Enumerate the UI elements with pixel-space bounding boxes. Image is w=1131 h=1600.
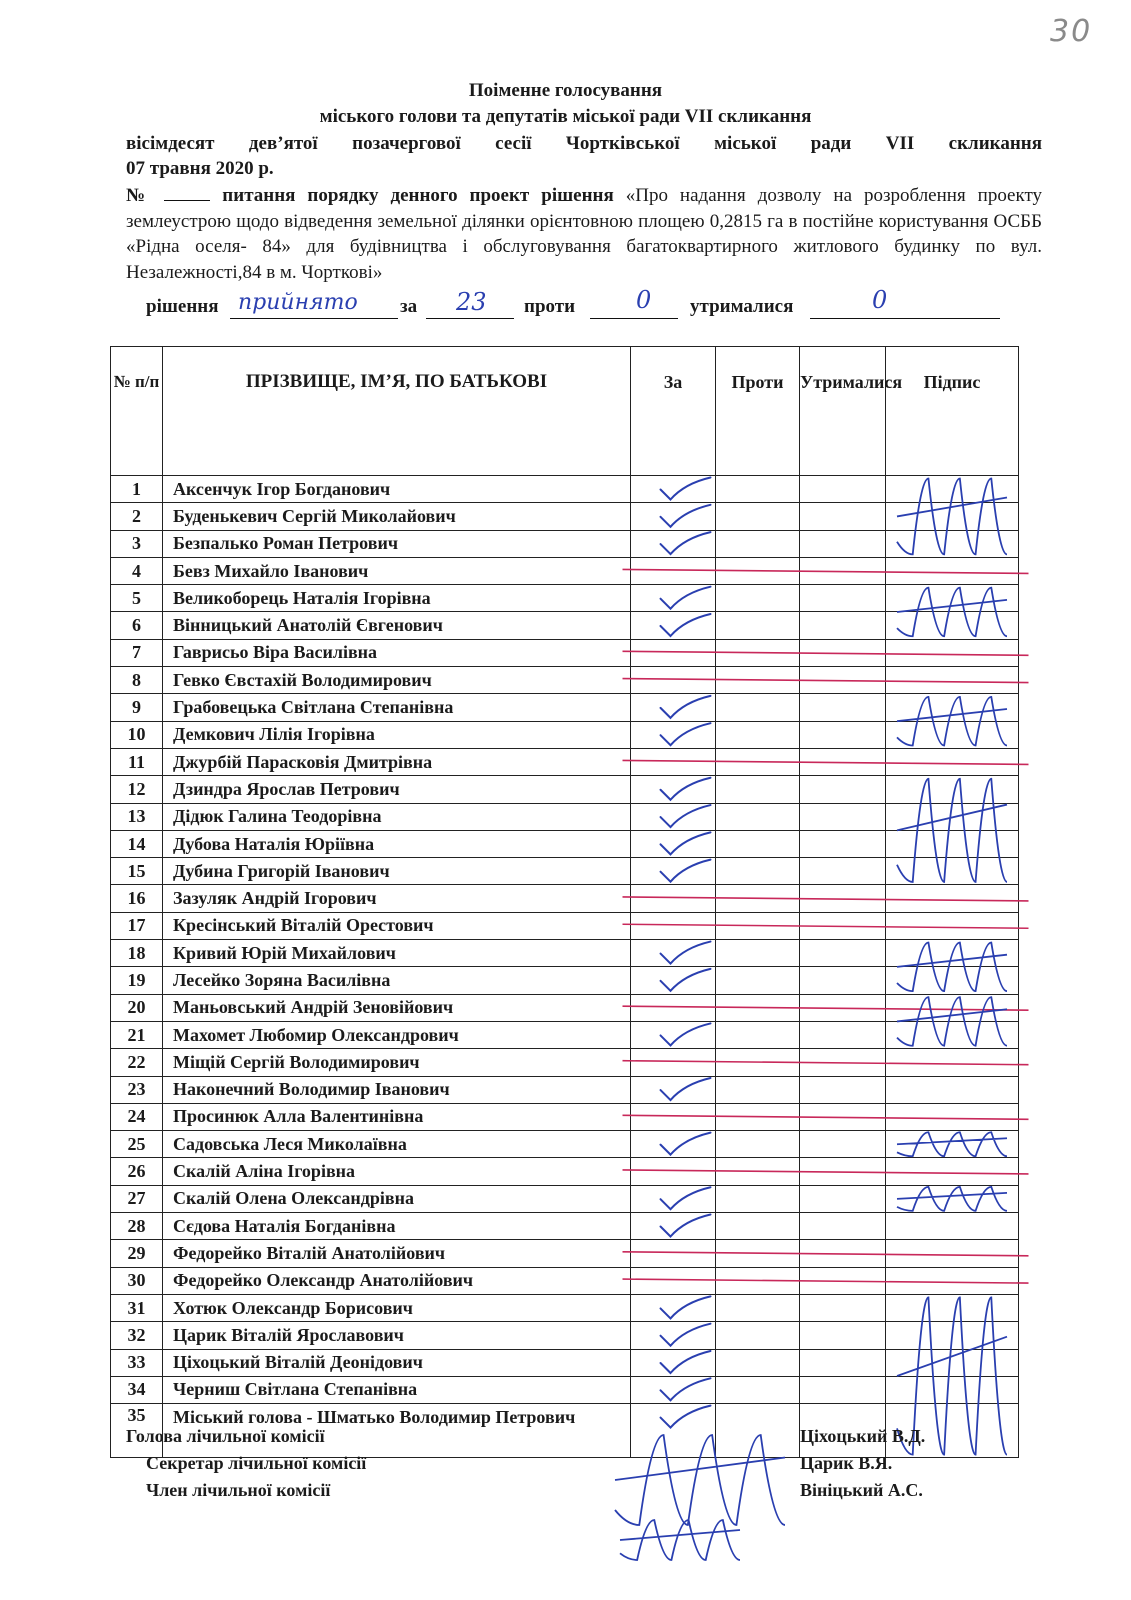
deputy-name: Хотюк Олександр Борисович bbox=[163, 1294, 631, 1321]
deputy-name: Дідюк Галина Теодорівна bbox=[163, 803, 631, 830]
vote-against-cell bbox=[716, 776, 800, 803]
deputy-name: Махомет Любомир Олександрович bbox=[163, 1021, 631, 1048]
row-number: 20 bbox=[111, 994, 163, 1021]
table-row bbox=[111, 858, 1019, 885]
vote-abstain-cell bbox=[800, 803, 886, 830]
abstain-blank bbox=[810, 318, 1000, 319]
table-row bbox=[111, 557, 1019, 584]
signature-cell bbox=[886, 1294, 1019, 1321]
vote-abstain-cell bbox=[800, 994, 886, 1021]
vote-abstain-cell bbox=[800, 1349, 886, 1376]
deputy-name: Садовська Леся Миколаївна bbox=[163, 1131, 631, 1158]
signature-cell bbox=[886, 1185, 1019, 1212]
vote-abstain-cell bbox=[800, 912, 886, 939]
vote-abstain-cell bbox=[800, 1322, 886, 1349]
signature-cell bbox=[886, 694, 1019, 721]
table-row bbox=[111, 940, 1019, 967]
decision-label: рішення bbox=[146, 296, 219, 317]
signature-cell bbox=[886, 830, 1019, 857]
table-row bbox=[111, 1294, 1019, 1321]
signature-cell bbox=[886, 776, 1019, 803]
vote-for-cell bbox=[631, 1158, 716, 1185]
deputy-name: Вінницький Анатолій Євгенович bbox=[163, 612, 631, 639]
vote-for-cell bbox=[631, 1322, 716, 1349]
vote-abstain-cell bbox=[800, 476, 886, 503]
row-number: 23 bbox=[111, 1076, 163, 1103]
row-number: 8 bbox=[111, 667, 163, 694]
table-row bbox=[111, 1103, 1019, 1130]
table-row bbox=[111, 476, 1019, 503]
vote-for-cell bbox=[631, 503, 716, 530]
signature-cell bbox=[886, 1376, 1019, 1403]
vote-against-cell bbox=[716, 1103, 800, 1130]
document-title: Поіменне голосування bbox=[468, 80, 663, 101]
against-count: 0 bbox=[636, 286, 652, 314]
vote-abstain-cell bbox=[800, 748, 886, 775]
table-row bbox=[111, 530, 1019, 557]
table-row bbox=[111, 830, 1019, 857]
signature-cell bbox=[886, 912, 1019, 939]
deputy-name: Буденькевич Сергій Миколайович bbox=[163, 503, 631, 530]
vote-for-cell bbox=[631, 1267, 716, 1294]
deputy-name: Безпалько Роман Петрович bbox=[163, 530, 631, 557]
vote-abstain-cell bbox=[800, 1294, 886, 1321]
vote-against-cell bbox=[716, 476, 800, 503]
vote-for-cell bbox=[631, 530, 716, 557]
vote-against-cell bbox=[716, 1158, 800, 1185]
table-row bbox=[111, 1240, 1019, 1267]
deputy-name: Грабовецька Світлана Степанівна bbox=[163, 694, 631, 721]
vote-for-cell bbox=[631, 1349, 716, 1376]
table-header-row bbox=[111, 347, 1019, 476]
vote-against-cell bbox=[716, 885, 800, 912]
deputy-name: Дубина Григорій Іванович bbox=[163, 858, 631, 885]
session-line: вісімдесят дев’ятої позачергової сесії Чортківської міської ради VII скликання bbox=[126, 133, 1042, 154]
row-number: 1 bbox=[111, 476, 163, 503]
signature-cell bbox=[886, 1240, 1019, 1267]
vote-for-cell bbox=[631, 1049, 716, 1076]
table-row bbox=[111, 994, 1019, 1021]
session-date: 07 травня 2020 р. bbox=[126, 158, 274, 179]
signature-cell bbox=[886, 1158, 1019, 1185]
page-number: 30 bbox=[1050, 14, 1093, 49]
vote-against-cell bbox=[716, 1349, 800, 1376]
vote-for-cell bbox=[631, 830, 716, 857]
signature-cell bbox=[886, 803, 1019, 830]
signature-cell bbox=[886, 503, 1019, 530]
deputy-name: Федорейко Олександр Анатолійович bbox=[163, 1267, 631, 1294]
table-row bbox=[111, 1185, 1019, 1212]
signature-cell bbox=[886, 1349, 1019, 1376]
deputy-name: Просинюк Алла Валентинівна bbox=[163, 1103, 631, 1130]
vote-abstain-cell bbox=[800, 967, 886, 994]
deputy-name: Великоборець Наталія Ігорівна bbox=[163, 585, 631, 612]
vote-for-cell bbox=[631, 994, 716, 1021]
deputy-name: Гевко Євстахій Володимирович bbox=[163, 667, 631, 694]
vote-for-cell bbox=[631, 1294, 716, 1321]
deputy-name: Лесейко Зоряна Василівна bbox=[163, 967, 631, 994]
row-number: 5 bbox=[111, 585, 163, 612]
header-abstain: Утрималися bbox=[800, 347, 886, 476]
row-number: 35 bbox=[111, 1404, 163, 1458]
vote-against-cell bbox=[716, 1131, 800, 1158]
vote-for-cell bbox=[631, 612, 716, 639]
table-row bbox=[111, 885, 1019, 912]
against-label: проти bbox=[524, 296, 576, 317]
deputy-name: Федорейко Віталій Анатолійович bbox=[163, 1240, 631, 1267]
vote-abstain-cell bbox=[800, 1185, 886, 1212]
table-row bbox=[111, 803, 1019, 830]
row-number: 26 bbox=[111, 1158, 163, 1185]
row-number: 25 bbox=[111, 1131, 163, 1158]
table-row bbox=[111, 667, 1019, 694]
document-subtitle: міського голови та депутатів міської ради VII скликання bbox=[319, 106, 812, 127]
vote-abstain-cell bbox=[800, 639, 886, 666]
table-row bbox=[111, 612, 1019, 639]
vote-abstain-cell bbox=[800, 1103, 886, 1130]
table-row bbox=[111, 1349, 1019, 1376]
signature-cell bbox=[886, 940, 1019, 967]
deputy-name: Міський голова - Шматько Володимир Петрович bbox=[163, 1404, 631, 1458]
agenda-item bbox=[126, 183, 1042, 285]
vote-for-cell bbox=[631, 1021, 716, 1048]
vote-abstain-cell bbox=[800, 940, 886, 967]
vote-against-cell bbox=[716, 1376, 800, 1403]
vote-against-cell bbox=[716, 1240, 800, 1267]
table-row bbox=[111, 748, 1019, 775]
table-row bbox=[111, 1267, 1019, 1294]
deputy-name: Аксенчук Ігор Богданович bbox=[163, 476, 631, 503]
vote-for-cell bbox=[631, 1076, 716, 1103]
vote-against-cell bbox=[716, 503, 800, 530]
vote-against-cell bbox=[716, 858, 800, 885]
table-row bbox=[111, 776, 1019, 803]
signature-cell bbox=[886, 994, 1019, 1021]
deputy-name: Гаврисьо Віра Василівна bbox=[163, 639, 631, 666]
for-blank bbox=[426, 318, 514, 319]
signature-cell bbox=[886, 1267, 1019, 1294]
vote-against-cell bbox=[716, 1213, 800, 1240]
deputy-name: Ціхоцький Віталій Деонідович bbox=[163, 1349, 631, 1376]
row-number: 22 bbox=[111, 1049, 163, 1076]
row-number: 30 bbox=[111, 1267, 163, 1294]
vote-for-cell bbox=[631, 803, 716, 830]
signature-cell bbox=[886, 585, 1019, 612]
deputy-name: Демкович Лілія Ігорівна bbox=[163, 721, 631, 748]
row-number: 33 bbox=[111, 1349, 163, 1376]
row-number: 6 bbox=[111, 612, 163, 639]
secretary-name: Царик В.Я. bbox=[800, 1453, 893, 1473]
vote-abstain-cell bbox=[800, 1376, 886, 1403]
vote-abstain-cell bbox=[800, 557, 886, 584]
voting-table bbox=[110, 346, 1019, 1458]
vote-against-cell bbox=[716, 667, 800, 694]
table-row bbox=[111, 1158, 1019, 1185]
vote-against-cell bbox=[716, 694, 800, 721]
chair-name: Ціхоцький В.Д. bbox=[800, 1426, 926, 1446]
vote-abstain-cell bbox=[800, 1049, 886, 1076]
row-number: 18 bbox=[111, 940, 163, 967]
vote-abstain-cell bbox=[800, 776, 886, 803]
decision-blank bbox=[230, 318, 398, 319]
row-number: 32 bbox=[111, 1322, 163, 1349]
vote-abstain-cell bbox=[800, 721, 886, 748]
vote-against-cell bbox=[716, 803, 800, 830]
table-row bbox=[111, 1049, 1019, 1076]
row-number: 17 bbox=[111, 912, 163, 939]
vote-for-cell bbox=[631, 557, 716, 584]
vote-abstain-cell bbox=[800, 585, 886, 612]
signature-cell bbox=[886, 639, 1019, 666]
signature-cell bbox=[886, 721, 1019, 748]
vote-against-cell bbox=[716, 557, 800, 584]
signature-cell bbox=[886, 476, 1019, 503]
header-name: ПРІЗВИЩЕ, ІМ’Я, ПО БАТЬКОВІ bbox=[163, 347, 631, 476]
deputy-name: Міщій Сергій Володимирович bbox=[163, 1049, 631, 1076]
vote-abstain-cell bbox=[800, 1158, 886, 1185]
vote-for-cell bbox=[631, 694, 716, 721]
header-signature: Підпис bbox=[886, 347, 1019, 476]
row-number: 34 bbox=[111, 1376, 163, 1403]
vote-abstain-cell bbox=[800, 830, 886, 857]
vote-against-cell bbox=[716, 530, 800, 557]
table-row bbox=[111, 694, 1019, 721]
table-row bbox=[111, 1376, 1019, 1403]
row-number: 11 bbox=[111, 748, 163, 775]
vote-for-cell bbox=[631, 885, 716, 912]
abstain-count: 0 bbox=[872, 286, 888, 314]
vote-against-cell bbox=[716, 1185, 800, 1212]
chair-label: Голова лічильної комісії bbox=[126, 1426, 325, 1446]
table-row bbox=[111, 503, 1019, 530]
deputy-name: Бевз Михайло Іванович bbox=[163, 557, 631, 584]
signature-cell bbox=[886, 667, 1019, 694]
row-number: 9 bbox=[111, 694, 163, 721]
vote-for-cell bbox=[631, 858, 716, 885]
row-number: 15 bbox=[111, 858, 163, 885]
for-count: 23 bbox=[456, 288, 487, 316]
vote-abstain-cell bbox=[800, 1213, 886, 1240]
table-row bbox=[111, 912, 1019, 939]
signature-cell bbox=[886, 1103, 1019, 1130]
row-number: 19 bbox=[111, 967, 163, 994]
row-number: 4 bbox=[111, 557, 163, 584]
decision-line bbox=[146, 286, 1026, 324]
vote-against-cell bbox=[716, 1021, 800, 1048]
signature-cell bbox=[886, 1076, 1019, 1103]
vote-against-cell bbox=[716, 612, 800, 639]
signature-cell bbox=[886, 1213, 1019, 1240]
vote-for-cell bbox=[631, 476, 716, 503]
deputy-name: Скалій Аліна Ігорівна bbox=[163, 1158, 631, 1185]
vote-for-cell bbox=[631, 1404, 716, 1458]
vote-for-cell bbox=[631, 1240, 716, 1267]
member-label: Член лічильної комісії bbox=[146, 1480, 331, 1500]
vote-against-cell bbox=[716, 639, 800, 666]
row-number: 29 bbox=[111, 1240, 163, 1267]
row-number: 24 bbox=[111, 1103, 163, 1130]
table-row bbox=[111, 585, 1019, 612]
commission-signature bbox=[620, 1520, 740, 1560]
vote-abstain-cell bbox=[800, 885, 886, 912]
deputy-name: Сєдова Наталія Богданівна bbox=[163, 1213, 631, 1240]
deputy-name: Дзиндра Ярослав Петрович bbox=[163, 776, 631, 803]
vote-abstain-cell bbox=[800, 667, 886, 694]
vote-for-cell bbox=[631, 748, 716, 775]
vote-against-cell bbox=[716, 940, 800, 967]
decision-value: прийнято bbox=[238, 290, 358, 315]
row-number: 13 bbox=[111, 803, 163, 830]
signature-cell bbox=[886, 612, 1019, 639]
vote-abstain-cell bbox=[800, 858, 886, 885]
vote-for-cell bbox=[631, 667, 716, 694]
deputy-name: Черниш Світлана Степанівна bbox=[163, 1376, 631, 1403]
vote-against-cell bbox=[716, 721, 800, 748]
signature-cell bbox=[886, 1021, 1019, 1048]
signature-cell bbox=[886, 967, 1019, 994]
deputy-name: Дубова Наталія Юріївна bbox=[163, 830, 631, 857]
deputy-name: Царик Віталій Ярославович bbox=[163, 1322, 631, 1349]
vote-for-cell bbox=[631, 721, 716, 748]
deputy-name: Зазуляк Андрій Ігорович bbox=[163, 885, 631, 912]
vote-against-cell bbox=[716, 1049, 800, 1076]
vote-against-cell bbox=[716, 1404, 800, 1458]
member-name: Вініцький А.С. bbox=[800, 1480, 923, 1500]
row-number: 31 bbox=[111, 1294, 163, 1321]
vote-for-cell bbox=[631, 1185, 716, 1212]
table-row bbox=[111, 1021, 1019, 1048]
row-number: 3 bbox=[111, 530, 163, 557]
row-number: 12 bbox=[111, 776, 163, 803]
deputy-name: Маньовський Андрій Зеновійович bbox=[163, 994, 631, 1021]
row-number: 27 bbox=[111, 1185, 163, 1212]
row-number: 28 bbox=[111, 1213, 163, 1240]
abstain-label: утрималися bbox=[690, 296, 794, 317]
deputy-name: Наконечний Володимир Іванович bbox=[163, 1076, 631, 1103]
vote-for-cell bbox=[631, 585, 716, 612]
signature-cell bbox=[886, 748, 1019, 775]
signature-cell bbox=[886, 885, 1019, 912]
deputy-name: Кривий Юрій Михайлович bbox=[163, 940, 631, 967]
vote-for-cell bbox=[631, 912, 716, 939]
header-num: № п/п bbox=[111, 347, 163, 476]
secretary-label: Секретар лічильної комісії bbox=[146, 1453, 367, 1473]
row-number: 14 bbox=[111, 830, 163, 857]
vote-against-cell bbox=[716, 912, 800, 939]
signature-cell bbox=[886, 557, 1019, 584]
table-row bbox=[111, 1213, 1019, 1240]
vote-for-cell bbox=[631, 639, 716, 666]
vote-against-cell bbox=[716, 1076, 800, 1103]
row-number: 21 bbox=[111, 1021, 163, 1048]
vote-for-cell bbox=[631, 967, 716, 994]
deputy-name: Джурбій Парасковія Дмитрівна bbox=[163, 748, 631, 775]
signature-cell bbox=[886, 1131, 1019, 1158]
vote-abstain-cell bbox=[800, 1240, 886, 1267]
signature-cell bbox=[886, 530, 1019, 557]
vote-abstain-cell bbox=[800, 503, 886, 530]
for-label: за bbox=[400, 296, 418, 317]
agenda-label: питання порядку денного проект рішення bbox=[222, 185, 614, 206]
deputy-name: Скалій Олена Олександрівна bbox=[163, 1185, 631, 1212]
vote-abstain-cell bbox=[800, 530, 886, 557]
vote-against-cell bbox=[716, 1322, 800, 1349]
vote-abstain-cell bbox=[800, 1021, 886, 1048]
number-blank bbox=[164, 184, 210, 201]
row-number: 2 bbox=[111, 503, 163, 530]
header-for: За bbox=[631, 347, 716, 476]
row-number: 10 bbox=[111, 721, 163, 748]
table-row bbox=[111, 1131, 1019, 1158]
vote-abstain-cell bbox=[800, 612, 886, 639]
vote-for-cell bbox=[631, 1131, 716, 1158]
vote-against-cell bbox=[716, 994, 800, 1021]
header-against: Проти bbox=[716, 347, 800, 476]
vote-for-cell bbox=[631, 1376, 716, 1403]
table-row bbox=[111, 967, 1019, 994]
vote-against-cell bbox=[716, 748, 800, 775]
table-row bbox=[111, 1076, 1019, 1103]
against-blank bbox=[590, 318, 678, 319]
number-sign: № bbox=[126, 185, 153, 206]
deputy-name: Кресінський Віталій Орестович bbox=[163, 912, 631, 939]
row-number: 7 bbox=[111, 639, 163, 666]
vote-abstain-cell bbox=[800, 1267, 886, 1294]
table-row bbox=[111, 1322, 1019, 1349]
signature-cell bbox=[886, 1322, 1019, 1349]
signature-cell bbox=[886, 858, 1019, 885]
vote-for-cell bbox=[631, 776, 716, 803]
vote-abstain-cell bbox=[800, 694, 886, 721]
vote-for-cell bbox=[631, 940, 716, 967]
row-number: 16 bbox=[111, 885, 163, 912]
table-row bbox=[111, 721, 1019, 748]
vote-against-cell bbox=[716, 830, 800, 857]
vote-against-cell bbox=[716, 1294, 800, 1321]
vote-abstain-cell bbox=[800, 1131, 886, 1158]
agenda-text: «Про надання дозволу на розроблення проекту землеустрою щодо відведення земельної ділянки орієнтовною площею 0,2815 га в постійне користування ОСББ «Рідна оселя- 84» для будівництва і обслуговування багатоквартирного житлового будинку по вул. Незалежності,84 в м. Чорткові» bbox=[126, 185, 1043, 283]
vote-for-cell bbox=[631, 1213, 716, 1240]
vote-against-cell bbox=[716, 1267, 800, 1294]
vote-against-cell bbox=[716, 967, 800, 994]
vote-against-cell bbox=[716, 585, 800, 612]
signature-cell bbox=[886, 1049, 1019, 1076]
table-row bbox=[111, 639, 1019, 666]
vote-abstain-cell bbox=[800, 1076, 886, 1103]
vote-for-cell bbox=[631, 1103, 716, 1130]
